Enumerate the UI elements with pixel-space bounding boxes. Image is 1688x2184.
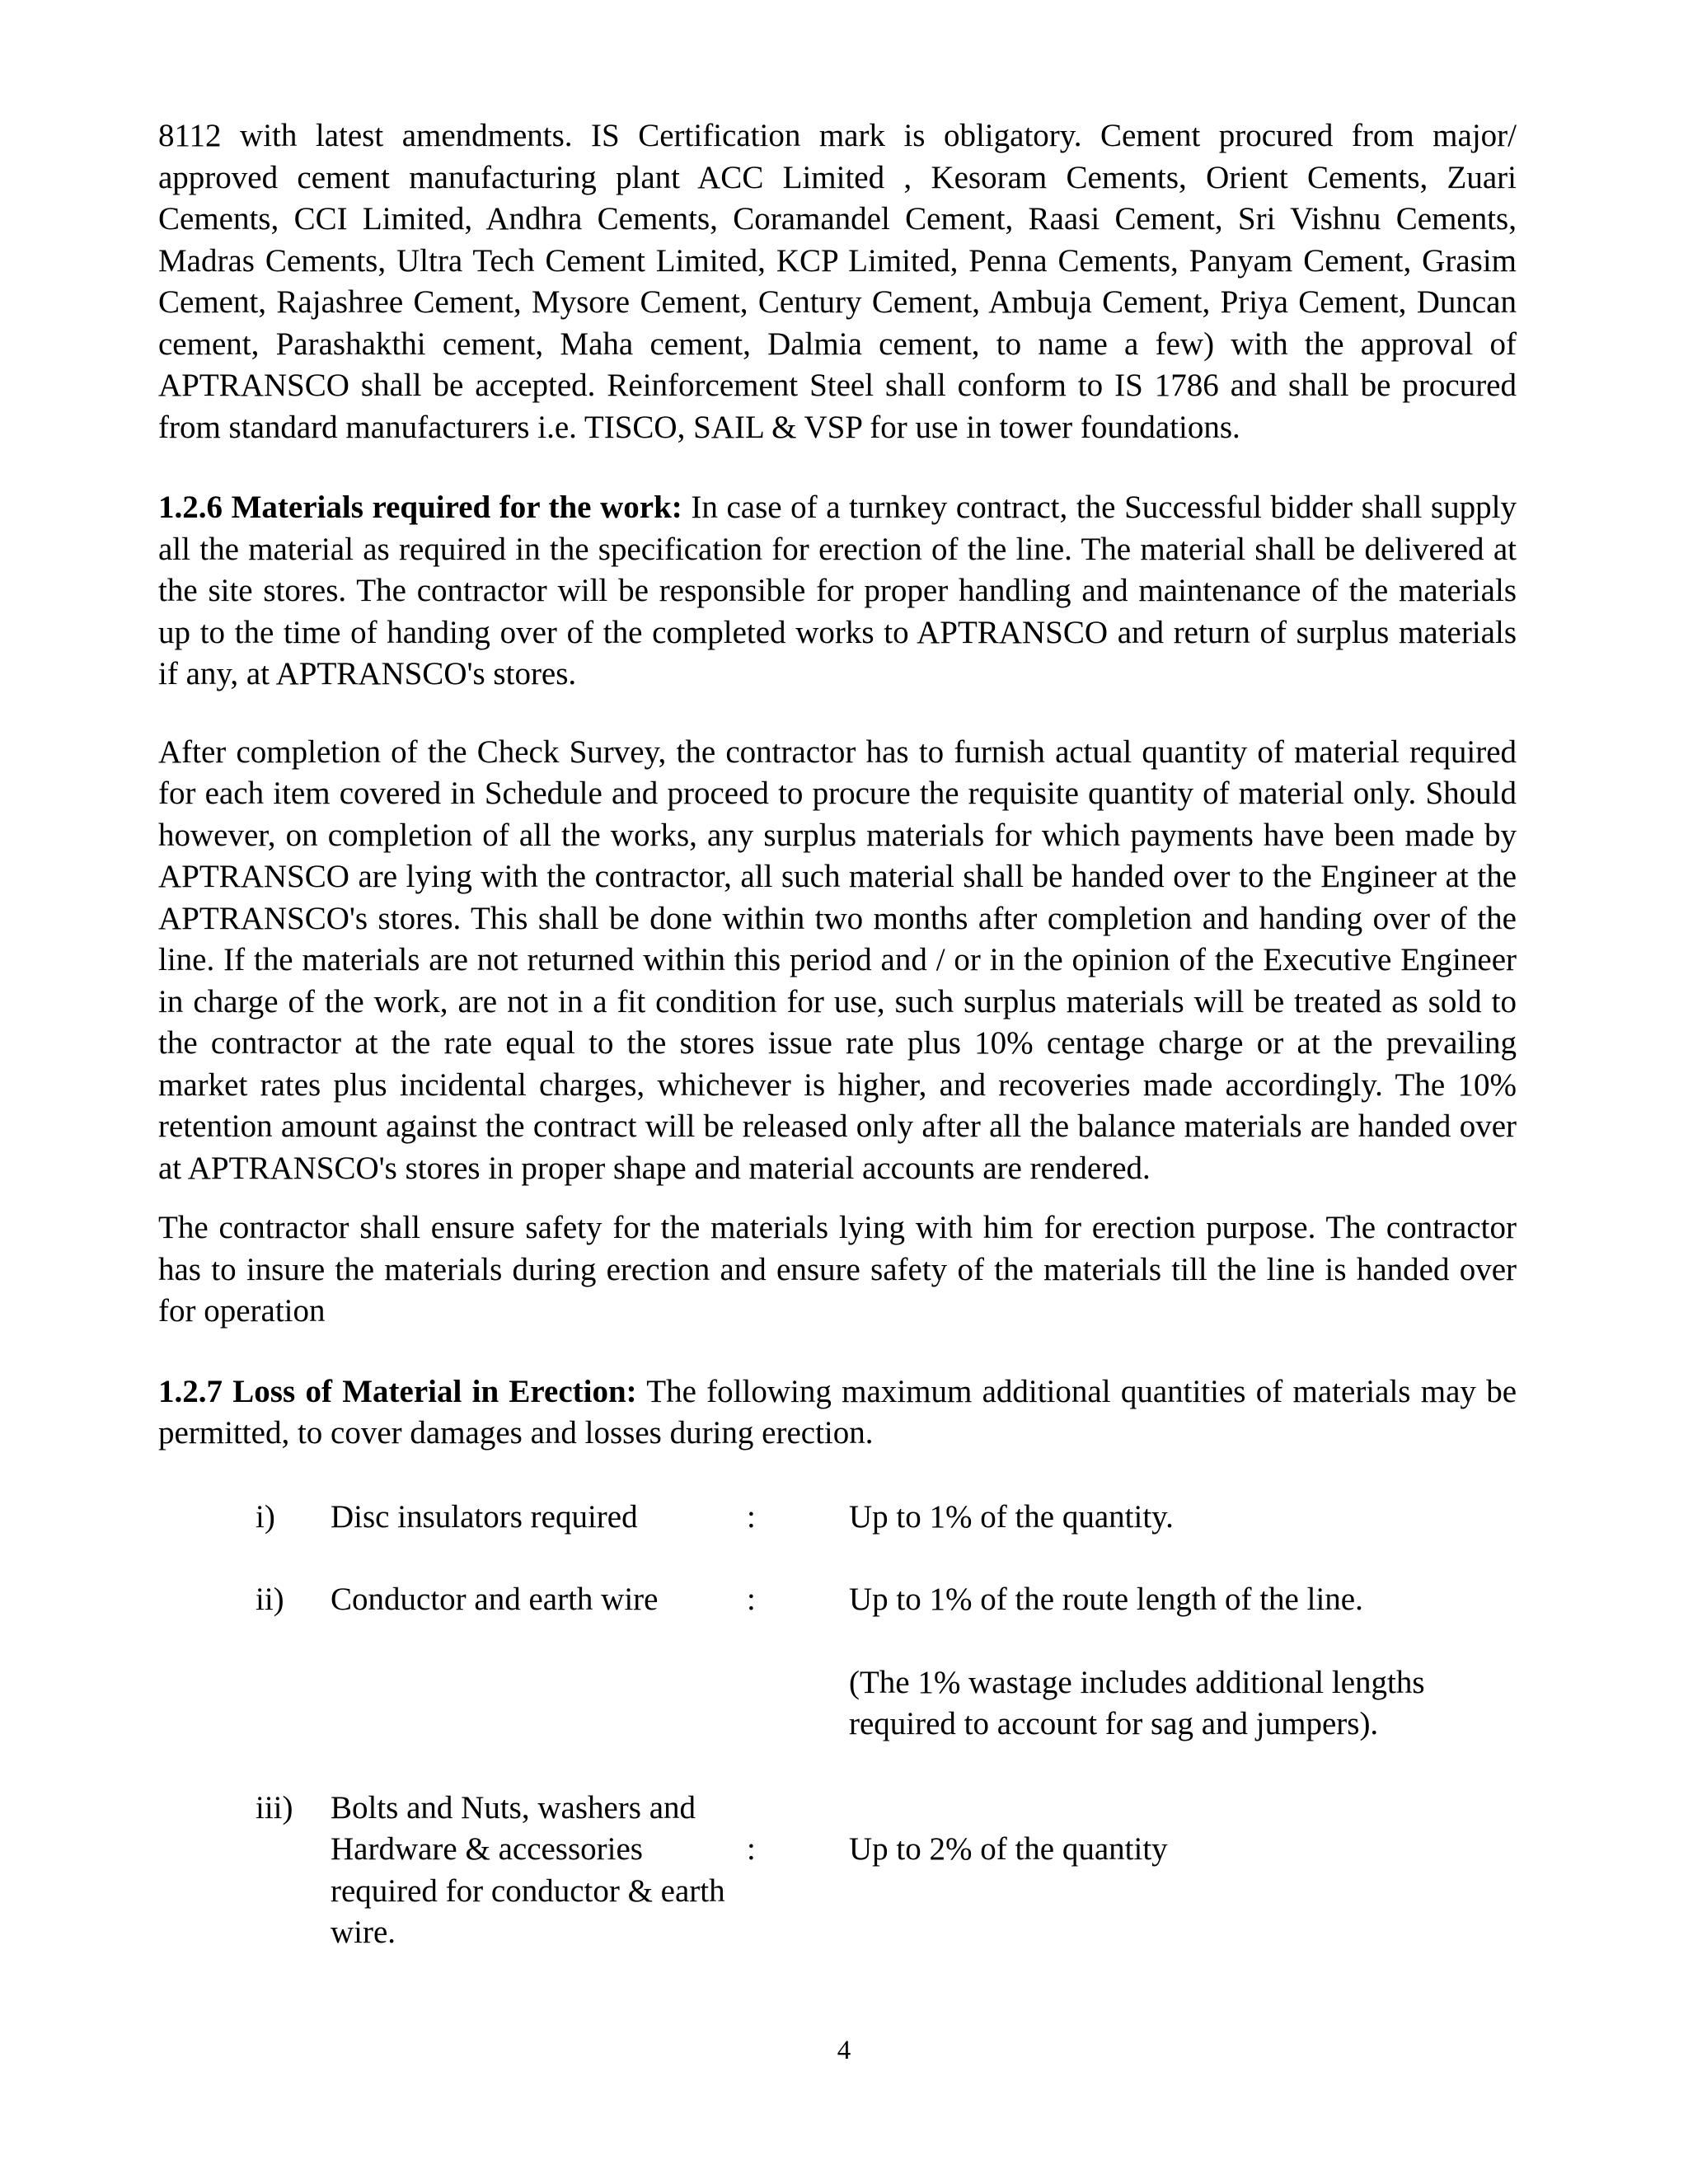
item-number: i) <box>256 1498 275 1535</box>
page-number: 4 <box>837 2036 851 2065</box>
section-1-2-7 <box>158 1371 1517 1455</box>
item-value: Up to 1% of the route length of the line. <box>849 1582 1363 1617</box>
item-value: Up to 1% of the quantity. <box>849 1498 1174 1535</box>
safety-paragraph: The contractor shall ensure safety for the materials lying with him for erection purpose. The contractor has to insure the materials during erection and ensure safety of the materials till the line is handed over for operation <box>158 1210 1517 1329</box>
item-note: (The 1% wastage includes additional lengths required to account for sag and jumpers). <box>849 1664 1425 1741</box>
item-label: Conductor and earth wire <box>331 1582 659 1617</box>
list-item <box>158 1579 1517 1621</box>
section-1-2-6 <box>158 487 1517 696</box>
loss-allowance-list <box>158 1497 1517 1954</box>
item-colon: : <box>747 1582 756 1617</box>
item-number: ii) <box>256 1582 284 1617</box>
section-1-2-6-body: In case of a turnkey contract, the Successful bidder shall supply all the material as required in the specification for erection of the line. The material shall be delivered at the site stores. The contractor will be responsible for proper handling and maintenance of the materials up to the time of handing over of the completed works to APTRANSCO and return of surplus materials if any, at APTRANSCO's stores. <box>158 490 1517 691</box>
list-item-note <box>158 1662 1517 1746</box>
section-1-2-7-body: The following maximum additional quantities of materials may be permitted, to cover damages and losses during erection. <box>158 1373 1517 1451</box>
list-item <box>158 1788 1517 1954</box>
surplus-materials-paragraph: After completion of the Check Survey, the contractor has to furnish actual quantity of material required for each item covered in Schedule and proceed to procure the requisite quantity of material only. Should however, on completion of all the works, any surplus materials for which payments have been made by APTRANSCO are lying with the contractor, all such material shall be handed over to the Engineer at the APTRANSCO's stores. This shall be done within two months after completion and handing over of the line. If the materials are not returned within this period and / or in the opinion of the Executive Engineer in charge of the work, are not in a fit condition for use, such surplus materials will be treated as sold to the contractor at the rate equal to the stores issue rate plus 10% centage charge or at the prevailing market rates plus incidental charges, whichever is higher, and recoveries made accordingly. The 10% retention amount against the contract will be released only after all the balance materials are handed over at APTRANSCO's stores in proper shape and material accounts are rendered. <box>158 733 1517 1186</box>
section-1-2-7-heading: 1.2.7 Loss of Material in Erection: <box>158 1373 637 1409</box>
item-colon: : <box>747 1831 756 1867</box>
item-label: Disc insulators required <box>331 1498 638 1535</box>
cement-paragraph: 8112 with latest amendments. IS Certification mark is obligatory. Cement procured from major/ approved cement manufacturing plant ACC Limited , Kesoram Cements, Orient Cements, Zuari Cements, CCI Limited, Andhra Cements, Coramandel Cement, Raasi Cement, Sri Vishnu Cements, Madras Cements, Ultra Tech Cement Limited, KCP Limited, Penna Cements, Panyam Cement, Grasim Cement, Rajashree Cement, Mysore Cement, Century Cement, Ambuja Cement, Priya Cement, Duncan cement, Parashakthi cement, Maha cement, Dalmia cement, to name a few) with the approval of APTRANSCO shall be accepted. Reinforcement Steel shall conform to IS 1786 and shall be procured from standard manufacturers i.e. TISCO, SAIL & VSP for use in tower foundations. <box>158 118 1517 445</box>
item-number: iii) <box>256 1789 293 1825</box>
item-value: Up to 2% of the quantity <box>849 1831 1168 1867</box>
section-1-2-6-heading: 1.2.6 Materials required for the work: <box>158 490 682 525</box>
list-item <box>158 1497 1517 1539</box>
document-page <box>158 115 1517 1954</box>
item-colon: : <box>747 1498 756 1535</box>
item-label: Bolts and Nuts, washers and Hardware & accessories required for conductor & earth wire. <box>331 1789 725 1950</box>
